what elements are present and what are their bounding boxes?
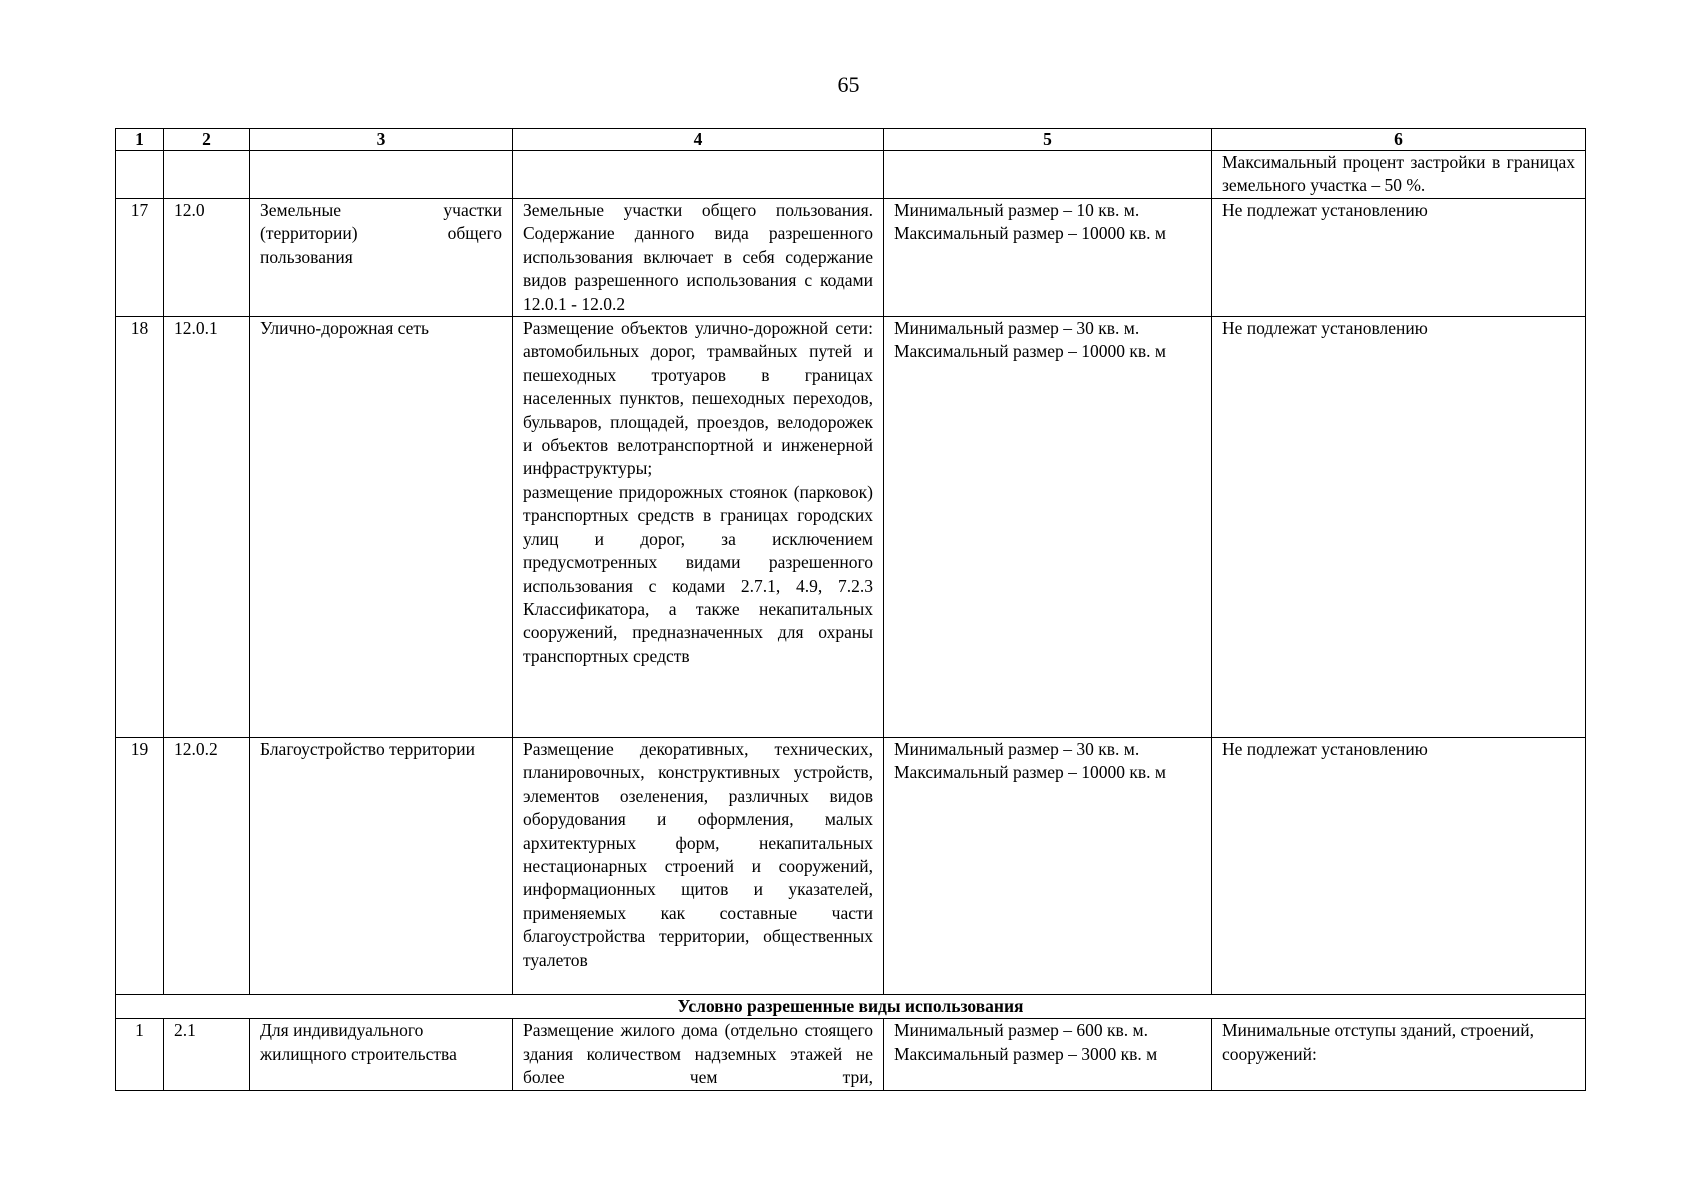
land-use-table [115, 128, 1586, 1091]
row-limits: Не подлежат установлению [1212, 199, 1586, 317]
cell-empty [513, 151, 884, 199]
table-row [116, 317, 1586, 738]
row-description: Размещение жилого дома (отдельно стоящего здания количеством надземных этажей не более чем три, [513, 1019, 884, 1090]
row-name: Улично-дорожная сеть [250, 317, 513, 738]
header-col-4: 4 [513, 129, 884, 151]
size-max: Максимальный размер – 3000 кв. м [894, 1043, 1158, 1064]
column-number-header-row [116, 129, 1586, 151]
size-max: Максимальный размер – 10000 кв. м [894, 223, 1166, 244]
size-max: Максимальный размер – 10000 кв. м [894, 762, 1166, 783]
row-number: 18 [116, 317, 164, 738]
row-description: Земельные участки общего пользования. Содержание данного вида разрешенного использования включает в себя содержание видов разрешенного использования с кодами 12.0.1 - 12.0.2 [513, 199, 884, 317]
size-min: Минимальный размер – 10 кв. м. [894, 200, 1140, 220]
header-col-1: 1 [116, 129, 164, 151]
table-row [116, 738, 1586, 995]
row-limits: Не подлежат установлению [1212, 738, 1586, 995]
cell-empty [164, 151, 250, 199]
row-limits: Не подлежат установлению [1212, 317, 1586, 738]
description-paragraph-2: размещение придорожных стоянок (парковок) транспортных средств в границах городских улиц и дорог, за исключением предусмотренных видами разрешенного использования с кодами 2.7.1, 4.9, 7.2.3 Классификатора, а также некапитальных сооружений, предназначенных для охраны транспортных средств [523, 481, 873, 666]
page-number: 65 [837, 72, 860, 97]
row-code: 12.0 [164, 199, 250, 317]
size-max: Максимальный размер – 10000 кв. м [894, 341, 1166, 362]
size-min: Минимальный размер – 600 кв. м. [894, 1020, 1148, 1041]
cell-empty [250, 151, 513, 199]
row-number: 17 [116, 199, 164, 317]
row-name: Земельные участки (территории) общего пользования [250, 199, 513, 317]
header-col-3: 3 [250, 129, 513, 151]
cell-empty [116, 151, 164, 199]
row-code: 2.1 [164, 1019, 250, 1090]
section-title: Условно разрешенные виды использования [116, 995, 1586, 1019]
row-code: 12.0.2 [164, 738, 250, 995]
row-name: Для индивидуального жилищного строительства [250, 1019, 513, 1090]
row-number: 19 [116, 738, 164, 995]
row-description: Размещение декоративных, технических, планировочных, конструктивных устройств, элементов озеленения, различных видов оборудования и оформления, малых архитектурных форм, некапитальных нестационарных строений и сооружений, информационных щитов и указателей, применяемых как составные части благоустройства территории, общественных туалетов [513, 738, 884, 995]
row-size [884, 1019, 1212, 1090]
row-size [884, 317, 1212, 738]
size-min: Минимальный размер – 30 кв. м. [894, 318, 1140, 339]
description-paragraph-1: Размещение объектов улично-дорожной сети: автомобильных дорог, трамвайных путей и пешеходных тротуаров в границах населенных пунктов, пешеходных переходов, бульваров, площадей, проездов, велодорожек и объектов велотранспортной и инженерной инфраструктуры; [523, 318, 873, 479]
row-size [884, 738, 1212, 995]
row-limits: Минимальные отступы зданий, строений, сооружений: [1212, 1019, 1586, 1090]
cell-building-percent: Максимальный процент застройки в границах земельного участка – 50 %. [1212, 151, 1586, 199]
cell-empty [884, 151, 1212, 199]
header-col-6: 6 [1212, 129, 1586, 151]
section-header-row [116, 995, 1586, 1019]
header-col-5: 5 [884, 129, 1212, 151]
row-description [513, 317, 884, 738]
row-size [884, 199, 1212, 317]
row-name: Благоустройство территории [250, 738, 513, 995]
header-col-2: 2 [164, 129, 250, 151]
continuation-row [116, 151, 1586, 199]
size-min: Минимальный размер – 30 кв. м. [894, 739, 1140, 760]
row-code: 12.0.1 [164, 317, 250, 738]
table-row [116, 199, 1586, 317]
row-number: 1 [116, 1019, 164, 1090]
table-row [116, 1019, 1586, 1090]
